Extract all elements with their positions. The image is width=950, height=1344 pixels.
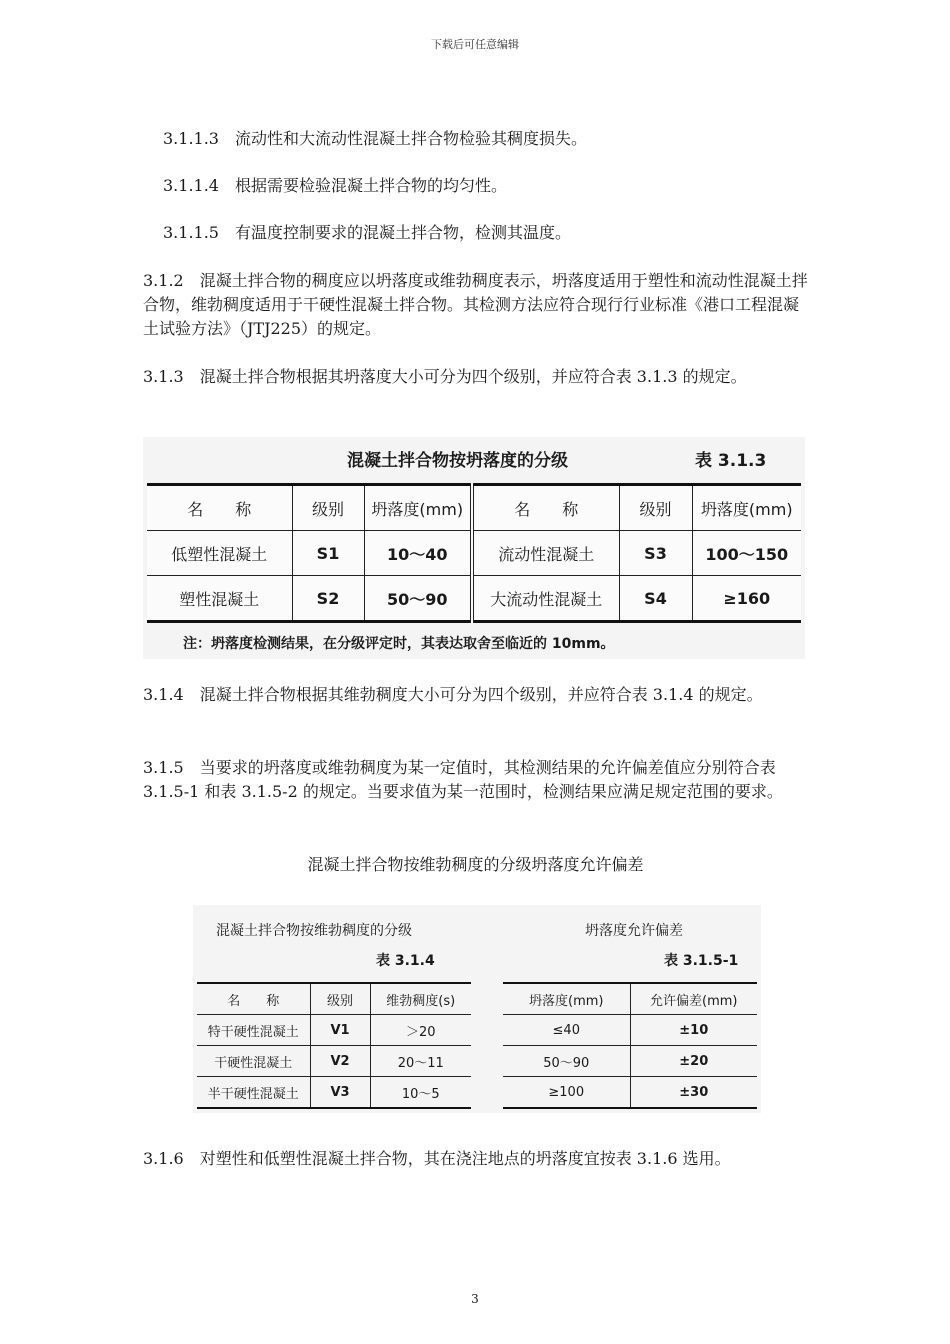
paragraph-3-1-5: 3.1.5 当要求的坍落度或维勃稠度为某一定值时，其检测结果的允许偏差值应分别符合表 3.1.5-1 和表 3.1.5-2 的规定。当要求值为某一范围时，检测结果应满足规定范围的要求。: [143, 758, 783, 801]
table-cell: 10～40: [364, 531, 472, 576]
table-cell: ±30: [630, 1077, 757, 1109]
table-cell: 50～90: [503, 1046, 630, 1077]
paragraph-3-1-1-5: 3.1.1.5 有温度控制要求的混凝土拌合物，检测其温度。: [163, 223, 571, 242]
table-cell: 50～90: [364, 576, 472, 622]
table-cell: 大流动性混凝土: [472, 576, 619, 622]
header-cell: 名 称: [472, 485, 619, 531]
table-3-1-5-1-title: 坍落度允许偏差: [585, 923, 683, 939]
paragraph-3-1-3: 3.1.3 混凝土拌合物根据其坍落度大小可分为四个级别，并应符合表 3.1.3 的规定。: [143, 367, 747, 386]
table-row: [503, 1077, 757, 1109]
table-cell: 半干硬性混凝土: [197, 1077, 310, 1109]
table-cell: V3: [310, 1077, 370, 1109]
table-cell: ≤40: [503, 1015, 630, 1046]
page-number: 3: [471, 1292, 479, 1306]
table-cell: V2: [310, 1046, 370, 1077]
table-header-row: [503, 983, 757, 1015]
table-cell: 100～150: [692, 531, 801, 576]
table-row: [503, 1046, 757, 1077]
table-3-1-3-title: 混凝土拌合物按坍落度的分级: [347, 451, 568, 471]
table-row: [503, 1015, 757, 1046]
table-cell: V1: [310, 1015, 370, 1046]
table-3-1-3-number: 表 3.1.3: [695, 451, 767, 471]
header-cell: 维勃稠度(s): [370, 983, 471, 1015]
table-3-1-4-title: 混凝土拌合物按维勃稠度的分级: [216, 923, 412, 939]
table-row: [197, 1015, 471, 1046]
header-cell: 名 称: [197, 983, 310, 1015]
header-cell: 级别: [619, 485, 692, 531]
table-header-row: [147, 485, 801, 531]
header-cell: 名 称: [147, 485, 292, 531]
paragraph-3-1-6: 3.1.6 对塑性和低塑性混凝土拌合物，其在浇注地点的坍落度宜按表 3.1.6 选用。: [143, 1149, 731, 1168]
table-cell: ＞20: [370, 1015, 471, 1046]
paragraph-3-1-2: 3.1.2 混凝土拌合物的稠度应以坍落度或维勃稠度表示，坍落度适用于塑性和流动性混凝土拌合物，维勃稠度适用于干硬性混凝土拌合物。其检测方法应符合现行行业标准《港口工程混凝土试验方法》（JTJ225）的规定。: [143, 271, 808, 338]
table-cell: ≥100: [503, 1077, 630, 1109]
paragraph-3-1-1-3: 3.1.1.3 流动性和大流动性混凝土拌合物检验其稠度损失。: [163, 129, 587, 148]
table-cell: S1: [292, 531, 364, 576]
table-cell: 20～11: [370, 1046, 471, 1077]
header-cell: 允许偏差(mm): [630, 983, 757, 1015]
table-cell: ±10: [630, 1015, 757, 1046]
table-cell: ≥160: [692, 576, 801, 622]
table-row: [197, 1077, 471, 1109]
table-cell: ±20: [630, 1046, 757, 1077]
table-row: [197, 1046, 471, 1077]
center-caption: 混凝土拌合物按维勃稠度的分级坍落度允许偏差: [307, 855, 644, 874]
table-cell: S3: [619, 531, 692, 576]
table-cell: 流动性混凝土: [472, 531, 619, 576]
header-cell: 级别: [292, 485, 364, 531]
table-row: [147, 576, 801, 622]
header-cell: 级别: [310, 983, 370, 1015]
table-3-1-5-1: [503, 982, 757, 1109]
header-cell: 坍落度(mm): [692, 485, 801, 531]
table-row: [147, 531, 801, 576]
table-3-1-4-number: 表 3.1.4: [376, 953, 435, 969]
paragraph-3-1-1-4: 3.1.1.4 根据需要检验混凝土拌合物的均匀性。: [163, 176, 507, 195]
table-3-1-3: [147, 483, 801, 623]
table-3-1-5-1-number: 表 3.1.5-1: [664, 953, 739, 969]
header-cell: 坍落度(mm): [364, 485, 472, 531]
table-cell: 塑性混凝土: [147, 576, 292, 622]
table-cell: 特干硬性混凝土: [197, 1015, 310, 1046]
paragraph-3-1-4: 3.1.4 混凝土拌合物根据其维勃稠度大小可分为四个级别，并应符合表 3.1.4 的规定。: [143, 685, 763, 704]
header-cell: 坍落度(mm): [503, 983, 630, 1015]
table-cell: 低塑性混凝土: [147, 531, 292, 576]
table-cell: S4: [619, 576, 692, 622]
table-cell: 10～5: [370, 1077, 471, 1109]
table-3-1-4: [197, 982, 471, 1109]
table-cell: S2: [292, 576, 364, 622]
table-cell: 干硬性混凝土: [197, 1046, 310, 1077]
table-header-row: [197, 983, 471, 1015]
page-header: 下载后可任意编辑: [431, 38, 519, 51]
table-3-1-3-note: 注：坍落度检测结果，在分级评定时，其表达取舍至临近的 10mm。: [183, 636, 615, 652]
